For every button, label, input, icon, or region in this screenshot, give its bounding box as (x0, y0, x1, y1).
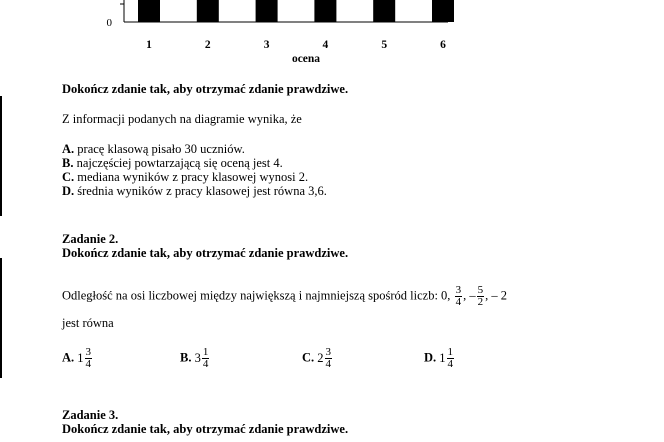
whole-part: 2 (317, 351, 324, 365)
y-tick-label: 0 (106, 17, 112, 29)
fraction-denominator: 4 (455, 296, 462, 308)
fraction-numerator: 3 (85, 346, 92, 358)
x-tick-label: 3 (263, 39, 270, 51)
whole-part: 1 (77, 351, 84, 365)
bar-6 (432, 0, 454, 22)
bar-4 (314, 0, 336, 22)
fraction (202, 347, 210, 370)
x-tick-label: 2 (204, 39, 211, 51)
option-letter: B. (62, 156, 74, 170)
x-axis-label: ocena (291, 53, 321, 65)
task2-option-b[interactable] (180, 347, 210, 370)
fraction (447, 347, 455, 370)
option-letter: A. (62, 142, 75, 156)
bar-3 (256, 0, 278, 22)
option-text: pracę klasową pisało 30 uczniów. (74, 142, 245, 156)
option-text: średnia wyników z pracy klasowej jest równa 3,6. (74, 184, 327, 198)
task1-option-d[interactable] (62, 184, 327, 199)
fraction-denominator: 4 (85, 358, 92, 370)
fraction-denominator: 2 (477, 296, 484, 308)
option-letter: D. (62, 184, 75, 198)
mixed-number (77, 347, 93, 370)
task1-stem: Z informacji podanych na diagramie wynika, że (62, 112, 302, 126)
task3-instruction: Dokończ zdanie tak, aby otrzymać zdanie prawdziwe. (62, 422, 349, 436)
fraction-numerator: 5 (477, 284, 484, 296)
last-number: – 2 (491, 288, 507, 303)
bar-chart (0, 0, 664, 70)
whole-part: 3 (194, 351, 201, 365)
fraction (325, 347, 333, 370)
fraction-numerator: 1 (447, 346, 454, 358)
task2-instruction: Dokończ zdanie tak, aby otrzymać zdanie prawdziwe. (62, 246, 349, 260)
fraction-numerator: 3 (325, 346, 332, 358)
mixed-number (317, 347, 333, 370)
option-letter: B. (180, 350, 192, 365)
x-tick-label: 4 (322, 39, 329, 51)
option-text: najczęściej powtarzającą się oceną jest 4. (73, 156, 283, 170)
fraction-denominator: 4 (447, 358, 454, 370)
task2-option-d[interactable] (424, 347, 455, 370)
bar-1 (138, 0, 160, 22)
left-margin-mark (0, 258, 2, 378)
fraction-numerator: 1 (202, 346, 209, 358)
bar-2 (197, 0, 219, 22)
task2-option-a[interactable] (62, 347, 93, 370)
task1-option-b[interactable] (62, 156, 283, 171)
bar-5 (373, 0, 395, 22)
fraction (455, 285, 463, 308)
fraction (85, 347, 93, 370)
task2-stem (62, 285, 507, 308)
fraction-denominator: 4 (325, 358, 332, 370)
task1-instruction: Dokończ zdanie tak, aby otrzymać zdanie prawdziwe. (62, 82, 349, 96)
task1-option-c[interactable] (62, 170, 308, 185)
left-margin-mark (0, 96, 2, 216)
option-letter: D. (424, 350, 437, 365)
x-tick-label: 1 (146, 39, 152, 51)
fraction-denominator: 4 (202, 358, 209, 370)
task2-title: Zadanie 2. (62, 232, 119, 246)
task3-title: Zadanie 3. (62, 408, 119, 422)
separator: , (485, 288, 489, 303)
fraction (477, 285, 485, 308)
task2-option-c[interactable] (302, 347, 333, 370)
option-letter: C. (62, 170, 75, 184)
option-letter: A. (62, 350, 75, 365)
mixed-number (439, 347, 455, 370)
minus-sign: – (469, 288, 476, 303)
x-tick-label: 5 (381, 39, 388, 51)
whole-part: 1 (439, 351, 446, 365)
separator: , (463, 288, 467, 303)
fraction-numerator: 3 (455, 284, 462, 296)
task2-stem-before: Odległość na osi liczbowej między największą i najmniejszą spośród liczb: 0, (62, 288, 451, 303)
x-tick-label: 6 (440, 39, 446, 51)
mixed-number (195, 347, 211, 370)
option-text: mediana wyników z pracy klasowej wynosi 2. (74, 170, 309, 184)
task2-stem-after: jest równa (62, 316, 114, 330)
bar-chart-svg (0, 0, 664, 70)
option-letter: C. (302, 350, 315, 365)
task1-option-a[interactable] (62, 142, 245, 157)
